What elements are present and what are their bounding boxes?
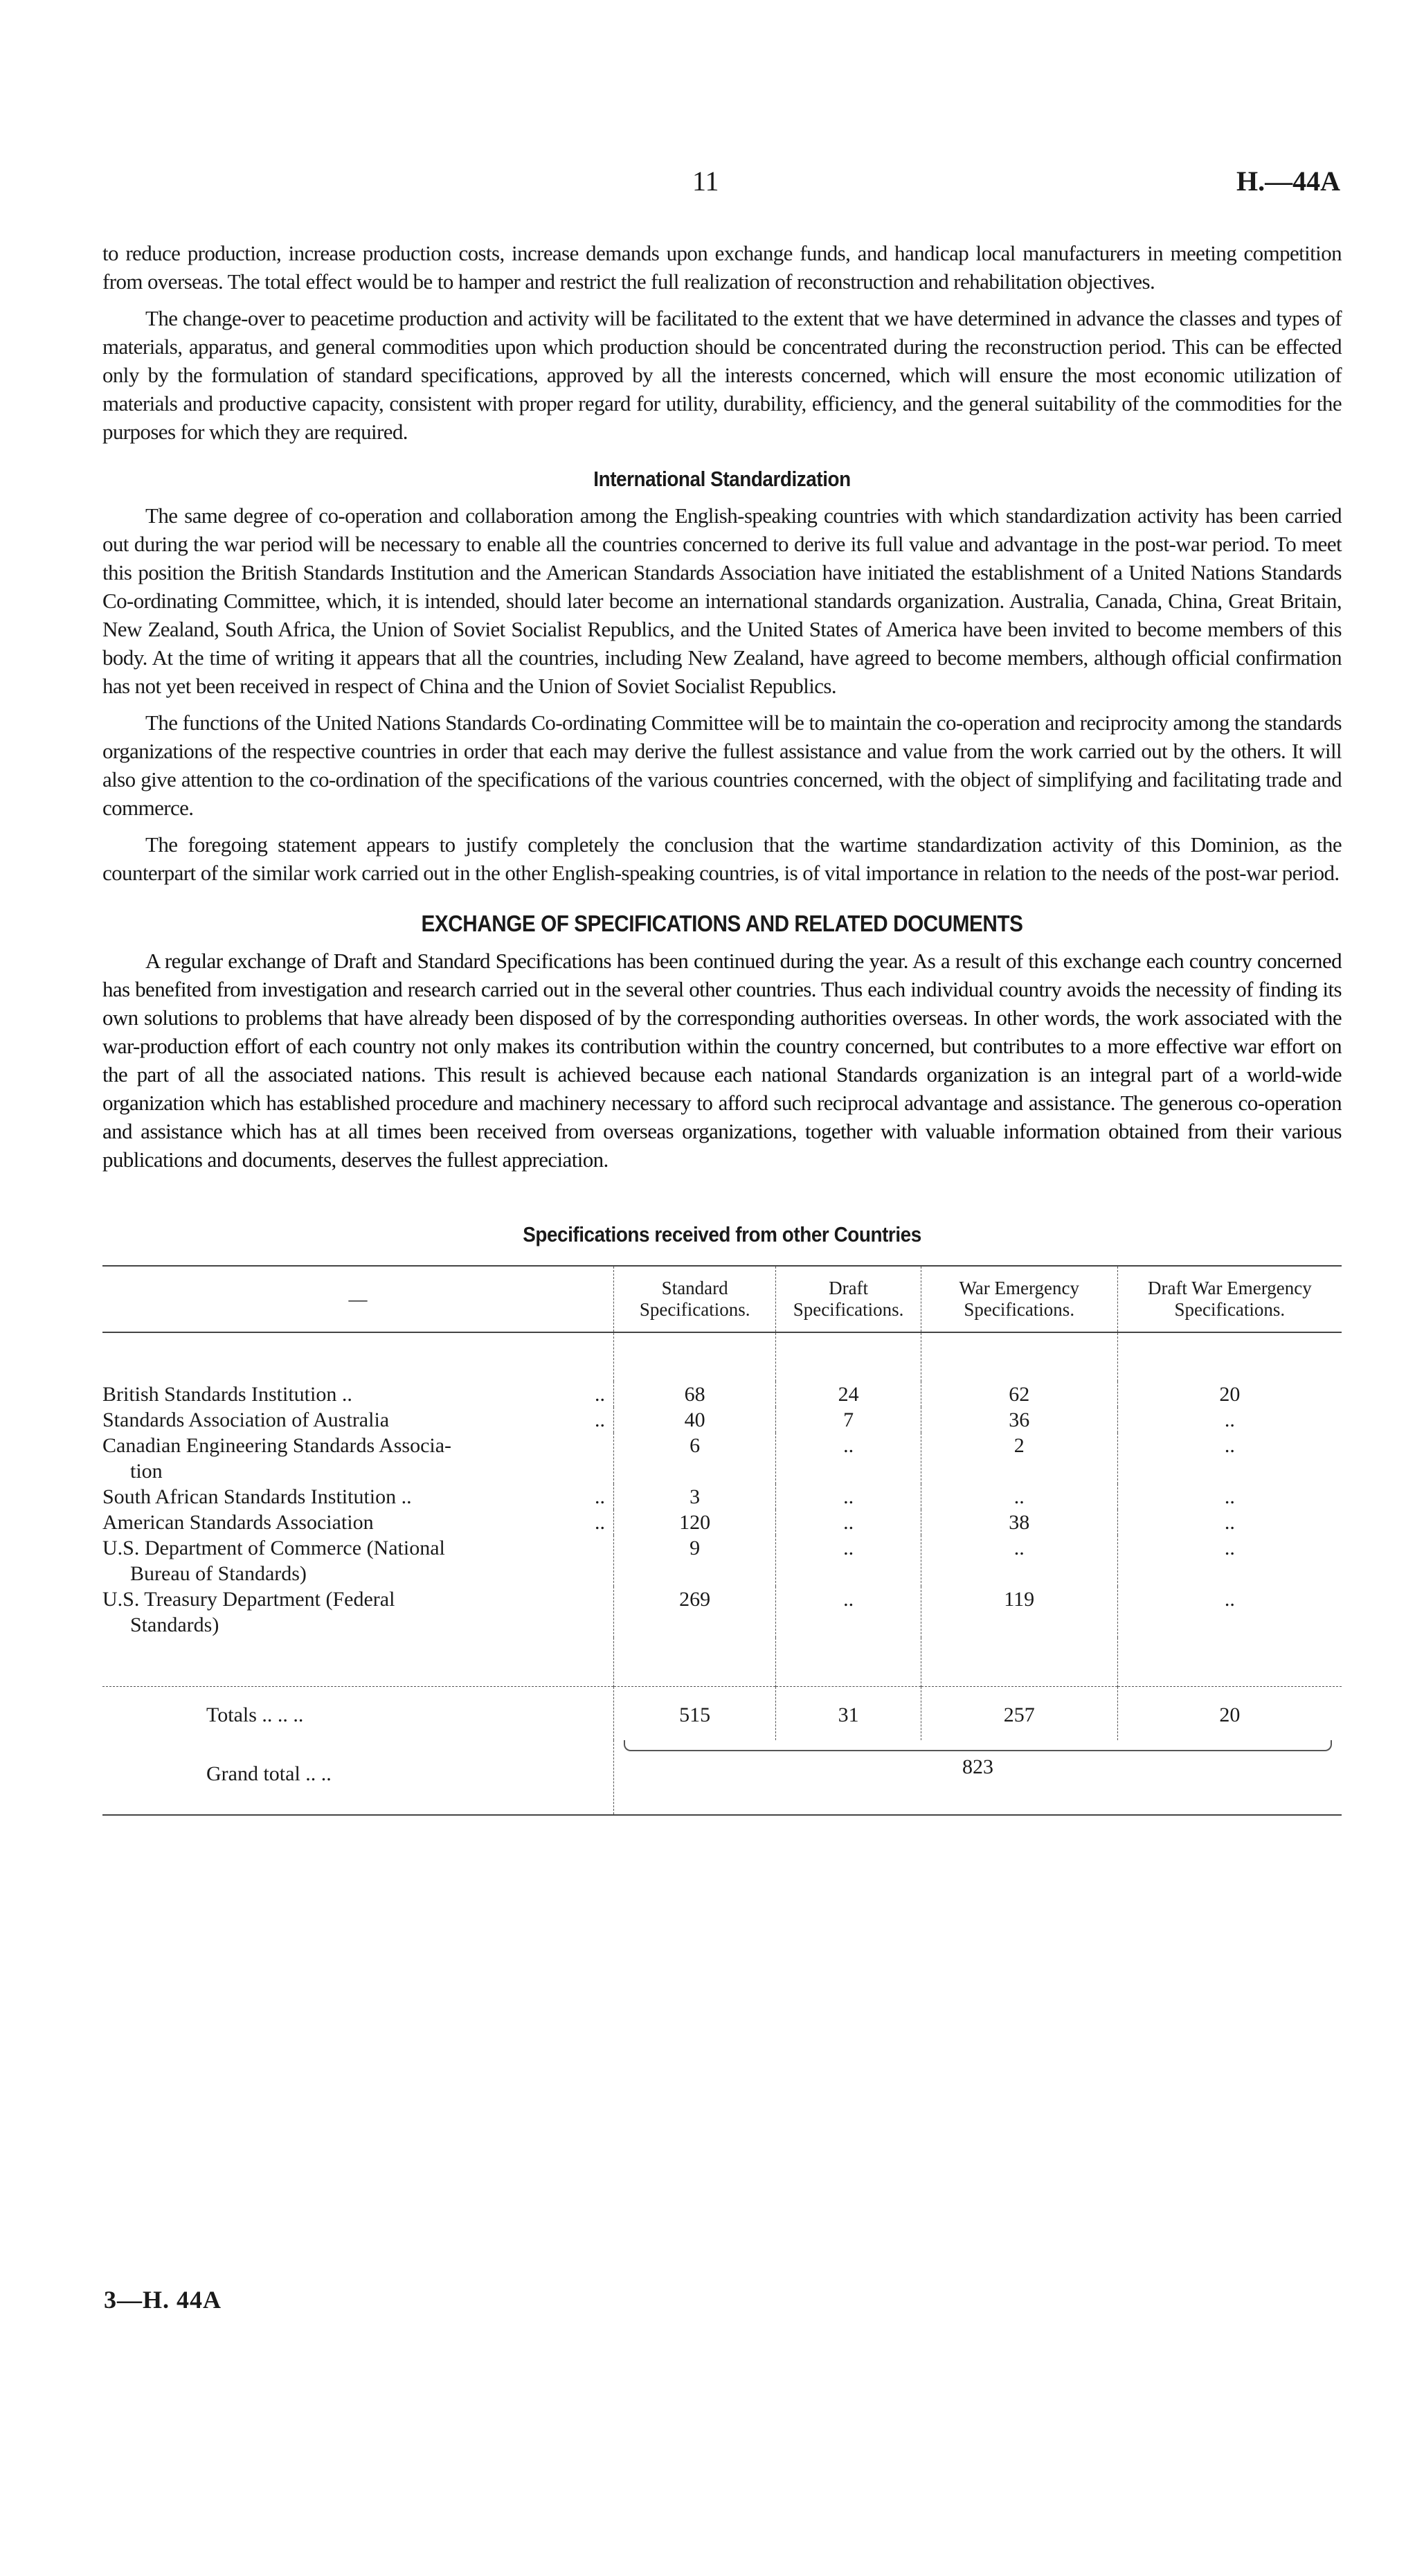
table-cell: 515: [614, 1687, 776, 1741]
brace: [624, 1740, 1332, 1751]
row-name: South African Standards Institution ..: [102, 1485, 412, 1508]
row-name: Canadian Engineering Standards Associa-: [102, 1434, 452, 1457]
table-cell: ..: [921, 1535, 1117, 1586]
grand-total-row: [102, 1740, 1342, 1815]
table-cell: 68: [614, 1381, 776, 1407]
leader-dots: ..: [595, 1408, 605, 1431]
table-cell: ..: [921, 1484, 1117, 1510]
row-name: Standards Association of Australia: [102, 1408, 390, 1431]
page-number: 11: [692, 166, 719, 197]
grand-total-value: 823: [962, 1755, 993, 1778]
row-name-continuation: Standards): [130, 1613, 219, 1636]
grand-total-label: Grand total .. ..: [102, 1740, 614, 1815]
row-label: [102, 1510, 614, 1535]
table-row: [102, 1433, 1342, 1484]
table-cell: 24: [776, 1381, 921, 1407]
row-name: British Standards Institution ..: [102, 1383, 352, 1406]
table-cell: ..: [1117, 1484, 1342, 1510]
row-name-continuation: Bureau of Standards): [130, 1562, 307, 1585]
table-row: [102, 1510, 1342, 1535]
table-cell: ..: [776, 1484, 921, 1510]
row-name: U.S. Department of Commerce (National: [102, 1537, 445, 1559]
paragraph: The change-over to peacetime production and activity will be facilitated to the extent that we have determined in advance the classes and types of materials, apparatus, and general commodities upon which production should be concentrated during the reconstruction period. This can be effected only by the formulation of standard specifications, approved by all the interests concerned, which will ensure the most economic utilization of materials and productive capacity, consistent with proper regard for utility, durability, efficiency, and the general suitability of the commodities for the purposes for which they are required.: [102, 306, 1342, 444]
exchange-section: [102, 911, 1342, 1174]
table-cell: 20: [1117, 1687, 1342, 1741]
row-name: U.S. Treasury Department (Federal: [102, 1588, 395, 1611]
table-cell: ..: [1117, 1510, 1342, 1535]
row-label: [102, 1535, 614, 1586]
row-name-continuation: tion: [130, 1460, 163, 1483]
table-cell: 31: [776, 1687, 921, 1741]
table-cell: ..: [1117, 1535, 1342, 1586]
row-name: American Standards Association: [102, 1511, 374, 1534]
table-cell: 38: [921, 1510, 1117, 1535]
leader-dots: ..: [595, 1383, 605, 1406]
paragraph: The same degree of co-operation and collaboration among the English-speaking countries with which standardization activity has been carried out during the war period will be necessary to enable all the countries concerned to derive its full value and advantage in the post-war period. To meet this position the British Standards Institution and the American Standards Association have initiated the establishment of a United Nations Standards Co-ordinating Committee, which, it is intended, should later become an international standards organization. Australia, Canada, China, Great Britain, New Zealand, South Africa, the Union of Soviet Socialist Republics, and the United States of America have been invited to become members of this body. At the time of writing it appears that all the countries, including New Zealand, have agreed to become members, although official confirmation has not yet been received in respect of China and the Union of Soviet Socialist Republics.: [102, 503, 1342, 698]
document-reference: H.—44A: [1236, 166, 1340, 197]
table-cell: 3: [614, 1484, 776, 1510]
row-label: [102, 1433, 614, 1484]
row-label: [102, 1407, 614, 1433]
paragraph: The foregoing statement appears to justify completely the conclusion that the wartime standardization activity of this Dominion, as the counterpart of the similar work carried out in the other English-speaking countries, is of vital importance in relation to the needs of the post-war period.: [102, 832, 1342, 885]
page-header: [0, 165, 1406, 206]
specifications-table: [102, 1265, 1342, 1816]
column-header: Standard Specifications.: [614, 1266, 776, 1332]
table-title: Specifications received from other Countries: [523, 1222, 921, 1246]
section-heading-exchange: EXCHANGE OF SPECIFICATIONS AND RELATED DOCUMENTS: [421, 911, 1023, 936]
table-cell: 7: [776, 1407, 921, 1433]
table-cell: ..: [1117, 1407, 1342, 1433]
table-cell: 2: [921, 1433, 1117, 1484]
table-cell: 6: [614, 1433, 776, 1484]
paragraph: The functions of the United Nations Standards Co-ordinating Committee will be to maintain the co-operation and reciprocity among the standards organizations of the respective countries in order that each may derive the fullest assistance and value from the work carried out by the others. It will also give attention to the co-ordination of the specifications of the various countries concerned, with the object of simplifying and facilitating trade and commerce.: [102, 710, 1342, 820]
table-cell: 40: [614, 1407, 776, 1433]
table-cell: 269: [614, 1586, 776, 1638]
table-cell: 62: [921, 1381, 1117, 1407]
table-cell: 9: [614, 1535, 776, 1586]
table-row: [102, 1535, 1342, 1586]
paragraph: to reduce production, increase production costs, increase demands upon exchange funds, and handicap local manufacturers in meeting competition from overseas. The total effect would be to hamper and restrict the full realization of reconstruction and rehabilitation objectives.: [102, 241, 1342, 294]
leader-dots: ..: [595, 1485, 605, 1508]
column-header: —: [102, 1266, 614, 1332]
leader-dots: ..: [595, 1511, 605, 1534]
totals-label: Totals .. .. ..: [102, 1687, 614, 1741]
table-cell: 120: [614, 1510, 776, 1535]
table-cell: 20: [1117, 1381, 1342, 1407]
section-heading-international-standardization: International Standardization: [593, 467, 851, 491]
table-cell: ..: [776, 1535, 921, 1586]
footer-signature: 3—H. 44A: [104, 2286, 222, 2314]
column-header: War Emergency Specifications.: [921, 1266, 1117, 1332]
table-cell: ..: [776, 1433, 921, 1484]
row-label: [102, 1586, 614, 1638]
table-row: [102, 1407, 1342, 1433]
table-row: [102, 1484, 1342, 1510]
table-cell: ..: [776, 1586, 921, 1638]
row-label: [102, 1381, 614, 1407]
table-cell: ..: [1117, 1586, 1342, 1638]
totals-row: [102, 1687, 1342, 1741]
table-cell: 257: [921, 1687, 1117, 1741]
paragraph: A regular exchange of Draft and Standard Specifications has been continued during the year. As a result of this exchange each country concerned has benefited from investigation and research carried out in the several other countries. Thus each individual country avoids the necessity of finding its own solutions to problems that have already been disposed of by the corresponding authorities overseas. In other words, the work associated with the war-production effort of each country not only makes its contribution within the country concerned, but contributes to a more effective war effort on the part of all the associated nations. This result is achieved because each national Standards organization is an integral part of a world-wide organization which has established procedure and machinery necessary to afford such reciprocal advantage and assistance. The generous co-operation and assistance which has at all times been received from overseas organizations, together with valuable information obtained from their various publications and documents, deserves the fullest appreciation.: [102, 949, 1342, 1172]
page-body: [102, 239, 1342, 1816]
row-label: [102, 1484, 614, 1510]
table-cell: 36: [921, 1407, 1117, 1433]
table-cell: 119: [921, 1586, 1117, 1638]
table-row: [102, 1586, 1342, 1638]
column-header: Draft War Emergency Specifications.: [1117, 1266, 1342, 1332]
table-row: [102, 1381, 1342, 1407]
column-header: Draft Specifications.: [776, 1266, 921, 1332]
table-cell: ..: [776, 1510, 921, 1535]
table-cell: ..: [1117, 1433, 1342, 1484]
